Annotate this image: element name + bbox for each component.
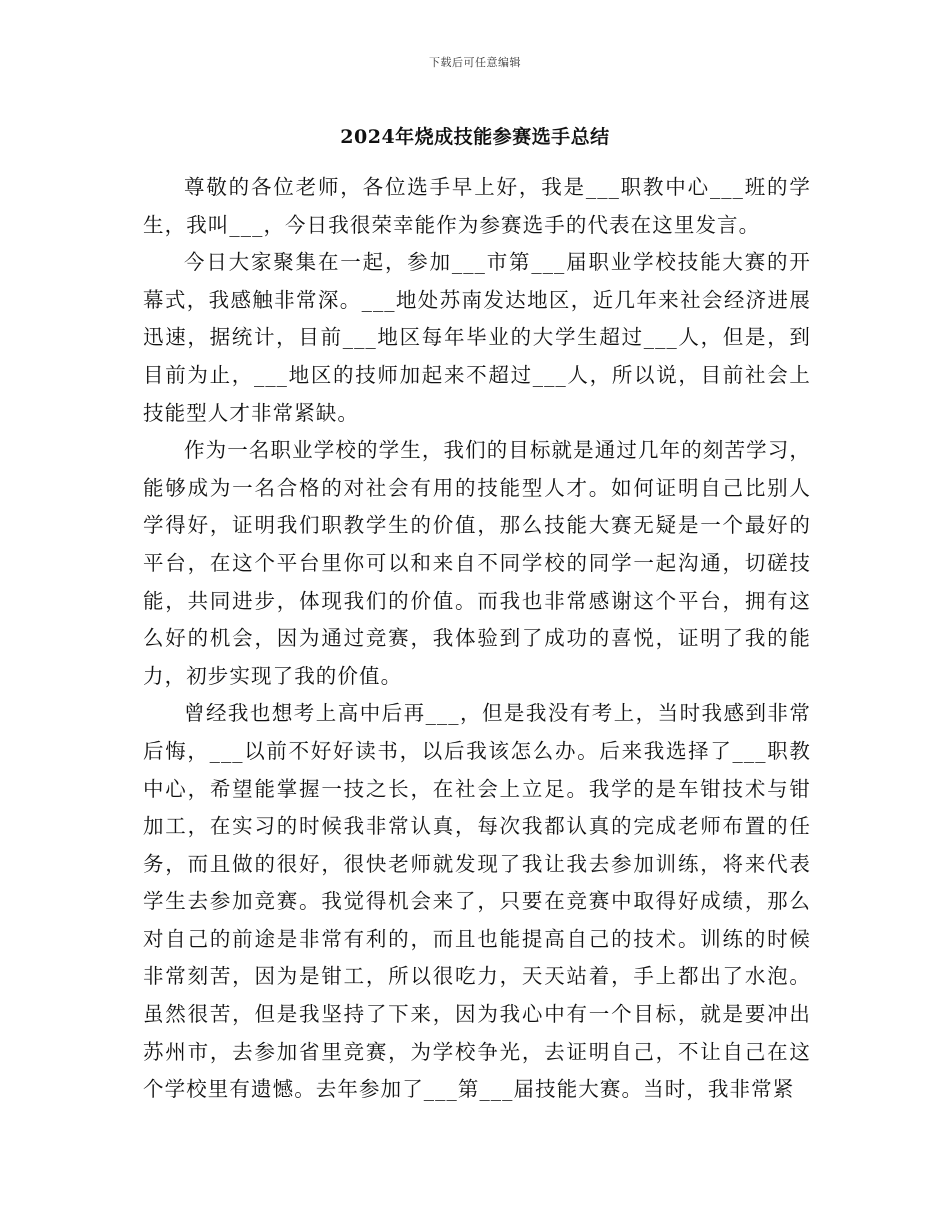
paragraph: 今日大家聚集在一起，参加___市第___届职业学校技能大赛的开幕式，我感触非常深。___地处苏南发达地区，近几年来社会经济进展迅速，据统计，目前___地区每年毕业的大学生超过___人，但是，到目前为止，___地区的技师加起来不超过___人，所以说，目前社会上技能型人才非常紧缺。 <box>143 250 811 425</box>
paragraph: 尊敬的各位老师，各位选手早上好，我是___职教中心___班的学生，我叫___，今日我很荣幸能作为参赛选手的代表在这里发言。 <box>143 175 811 237</box>
paragraph: 曾经我也想考上高中后再___，但是我没有考上，当时我感到非常后悔，___以前不好好读书，以后我该怎么办。后来我选择了___职教中心，希望能掌握一技之长，在社会上立足。我学的是车钳技术与钳加工，在实习的时候我非常认真，每次我都认真的完成老师布置的任务，而且做的很好，很快老师就发现了我让我去参加训练，将来代表学生去参加竞赛。我觉得机会来了，只要在竞赛中取得好成绩，那么对自己的前途是非常有利的，而且也能提高自己的技术。训练的时候非常刻苦，因为是钳工，所以很吃力，天天站着，手上都出了水泡。虽然很苦，但是我坚持了下来，因为我心中有一个目标，就是要冲出苏州市，去参加省里竞赛，为学校争光，去证明自己，不让自己在这个学校里有遗憾。去年参加了___第___届技能大赛。当时，我非常紧 <box>143 701 811 1102</box>
header-note: 下载后可任意编辑 <box>429 56 521 69</box>
document-title: 2024年烧成技能参赛选手总结 <box>340 126 610 148</box>
document-body <box>143 169 811 1109</box>
paragraph: 作为一名职业学校的学生，我们的目标就是通过几年的刻苦学习，能够成为一名合格的对社会有用的技能型人才。如何证明自己比别人学得好，证明我们职教学生的价值，那么技能大赛无疑是一个最好的平台，在这个平台里你可以和来自不同学校的同学一起沟通，切磋技能，共同进步，体现我们的价值。而我也非常感谢这个平台，拥有这么好的机会，因为通过竞赛，我体验到了成功的喜悦，证明了我的能力，初步实现了我的价值。 <box>143 438 811 688</box>
